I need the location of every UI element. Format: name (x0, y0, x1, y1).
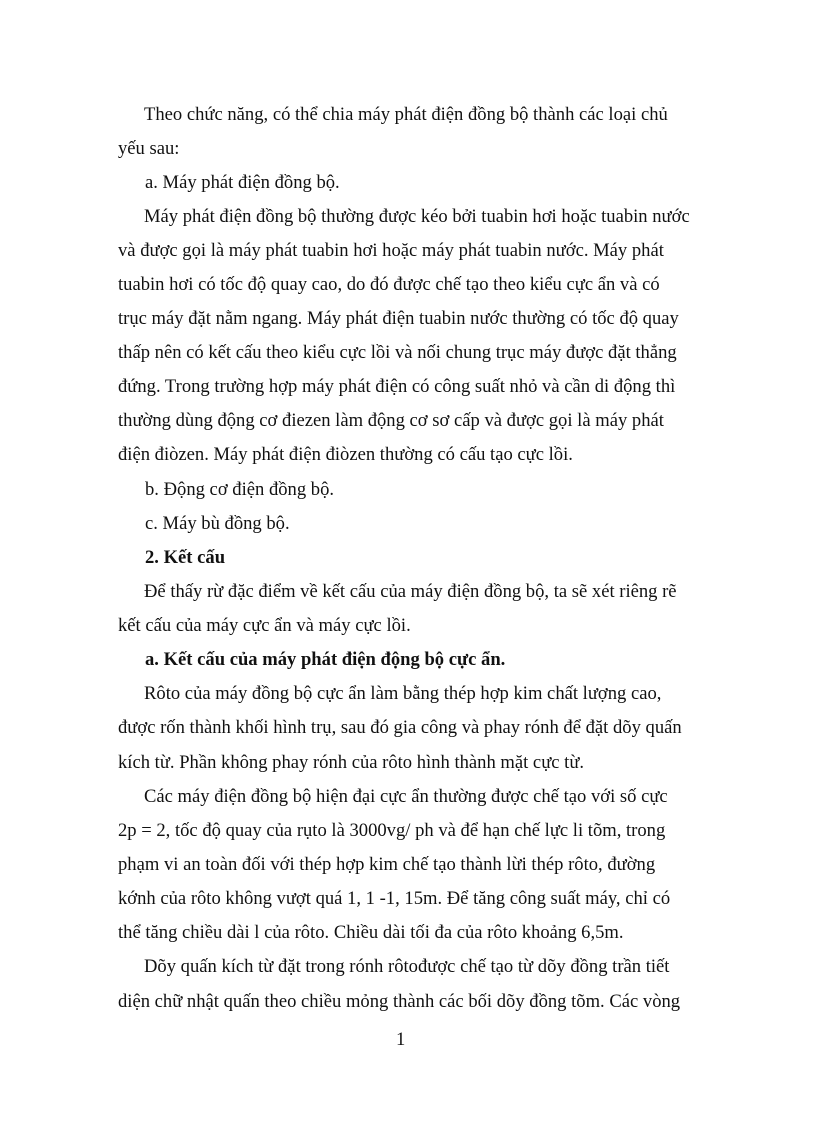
paragraph-line: Máy phát điện đồng bộ thường được kéo bởi tuabin hơi hoặc tuabin nước (144, 206, 690, 227)
subsection-heading: a. Kết cấu của máy phát điện động bộ cực ẩn. (145, 649, 506, 670)
paragraph-line: phạm vi an toàn đối với thép hợp kim chế tạo thành lừi thép rôto, đường (118, 854, 656, 875)
paragraph-line: Để thấy rừ đặc điểm về kết cấu của máy điện đồng bộ, ta sẽ xét riêng rẽ (144, 581, 677, 602)
paragraph-line: yếu sau: (118, 138, 180, 159)
section-heading: 2. Kết cấu (145, 547, 226, 568)
paragraph-line: 2p = 2, tốc độ quay của rụto là 3000vg/ ph và để hạn chế lực li tõm, trong (118, 820, 666, 841)
paragraph-line: thể tăng chiều dài l của rôto. Chiều dài tối đa của rôto khoảng 6,5m. (118, 922, 624, 943)
paragraph-line: đứng. Trong trường hợp máy phát điện có công suất nhỏ và cần di động thì (118, 376, 676, 397)
paragraph-line: kết cấu của máy cực ẩn và máy cực lồi. (118, 615, 411, 636)
paragraph-line: trục máy đặt nằm ngang. Máy phát điện tuabin nước thường có tốc độ quay (118, 308, 679, 329)
list-item-heading: a. Máy phát điện đồng bộ. (145, 172, 340, 193)
paragraph-line: Rôto của máy đồng bộ cực ẩn làm bằng thép hợp kim chất lượng cao, (144, 683, 662, 704)
paragraph-line: kích từ. Phần không phay rónh của rôto hình thành mặt cực từ. (118, 752, 585, 773)
paragraph-line: Các máy điện đồng bộ hiện đại cực ẩn thường được chế tạo với số cực (144, 786, 668, 807)
paragraph-line: điện điòzen. Máy phát điện điòzen thường có cấu tạo cực lồi. (118, 444, 573, 465)
paragraph-line: được rốn thành khối hình trụ, sau đó gia công và phay rónh để đặt dõy quấn (118, 717, 682, 738)
page-number: 1 (396, 1029, 406, 1050)
list-item-heading: c. Máy bù đồng bộ. (145, 513, 290, 534)
paragraph-line: kớnh của rôto không vượt quá 1, 1 -1, 15m. Để tăng công suất máy, chỉ có (118, 888, 671, 909)
paragraph-line: diện chữ nhật quấn theo chiều mỏng thành các bối dõy đồng tõm. Các vòng (118, 991, 681, 1012)
paragraph-line: tuabin hơi có tốc độ quay cao, do đó được chế tạo theo kiểu cực ẩn và có (118, 274, 660, 295)
paragraph-line: và được gọi là máy phát tuabin hơi hoặc máy phát tuabin nước. Máy phát (118, 240, 664, 261)
paragraph-line: thường dùng động cơ điezen làm động cơ sơ cấp và được gọi là máy phát (118, 410, 664, 431)
paragraph-line: Dõy quấn kích từ đặt trong rónh rôtođược chế tạo từ dõy đồng trần tiết (144, 956, 670, 977)
list-item-heading: b. Động cơ điện đồng bộ. (145, 479, 335, 500)
paragraph-line: thấp nên có kết cấu theo kiểu cực lồi và nối chung trục máy được đặt thẳng (118, 342, 677, 363)
paragraph-line: Theo chức năng, có thể chia máy phát điện đồng bộ thành các loại chủ (144, 104, 668, 125)
